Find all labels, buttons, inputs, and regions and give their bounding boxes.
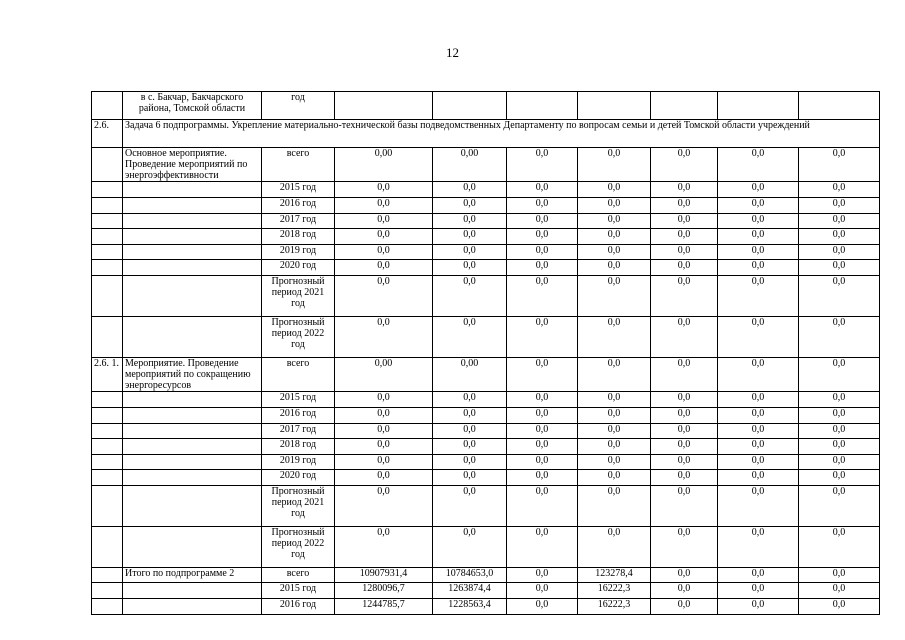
row-number-cell (92, 245, 123, 260)
value-cell: 0,0 (799, 527, 880, 568)
period-cell: 2016 год (262, 408, 335, 424)
value-cell: 0,0 (507, 439, 578, 455)
period-cell: всего (262, 568, 335, 583)
value-cell: 0,0 (718, 408, 799, 424)
value-cell: 0,00 (335, 358, 433, 392)
activity-name-cell (123, 455, 262, 470)
value-cell: 0,0 (651, 583, 718, 599)
row-number-cell (92, 148, 123, 182)
period-cell: Прогнозный период 2021 год (262, 486, 335, 527)
activity-name-cell (123, 583, 262, 599)
period-cell: Прогнозный период 2022 год (262, 527, 335, 568)
value-cell: 0,0 (718, 599, 799, 615)
value-cell: 0,0 (578, 276, 651, 317)
value-cell: 0,0 (433, 317, 507, 358)
period-cell: 2018 год (262, 229, 335, 245)
program-table (91, 91, 880, 615)
value-cell: 0,0 (578, 527, 651, 568)
value-cell: 0,0 (799, 599, 880, 615)
value-cell: 0,0 (578, 148, 651, 182)
value-cell: 0,0 (433, 198, 507, 214)
period-cell: Прогнозный период 2022 год (262, 317, 335, 358)
value-cell: 0,0 (799, 317, 880, 358)
value-cell: 0,0 (507, 358, 578, 392)
value-cell: 0,0 (718, 148, 799, 182)
value-cell: 0,0 (433, 245, 507, 260)
value-cell: 0,0 (507, 392, 578, 408)
value-cell: 1228563,4 (433, 599, 507, 615)
row-number-cell (92, 599, 123, 615)
row-number-cell (92, 408, 123, 424)
value-cell (433, 92, 507, 120)
period-cell: 2019 год (262, 455, 335, 470)
row-number-cell (92, 276, 123, 317)
value-cell: 0,0 (799, 408, 880, 424)
value-cell: 0,0 (433, 214, 507, 229)
value-cell: 0,0 (578, 182, 651, 198)
activity-name-cell (123, 182, 262, 198)
value-cell: 0,0 (799, 424, 880, 439)
row-number-cell (92, 198, 123, 214)
activity-name-cell: Мероприятие. Проведение мероприятий по сокращению энергоресурсов (123, 358, 262, 392)
value-cell: 0,0 (578, 317, 651, 358)
activity-name-cell (123, 424, 262, 439)
value-cell: 0,0 (578, 392, 651, 408)
activity-name-cell: Основное мероприятие. Проведение мероприятий по энергоэффективности (123, 148, 262, 182)
value-cell: 0,0 (718, 214, 799, 229)
value-cell: 0,0 (335, 439, 433, 455)
value-cell: 0,0 (718, 276, 799, 317)
table-row (92, 317, 880, 358)
value-cell: 0,0 (433, 439, 507, 455)
period-cell: Прогнозный период 2021 год (262, 276, 335, 317)
period-cell: 2015 год (262, 583, 335, 599)
activity-name-cell (123, 214, 262, 229)
value-cell (799, 92, 880, 120)
period-cell: 2017 год (262, 214, 335, 229)
value-cell: 0,0 (335, 470, 433, 486)
row-number-cell: 2.6. 1. (92, 358, 123, 392)
value-cell: 0,0 (433, 455, 507, 470)
row-number-cell (92, 392, 123, 408)
table-row (92, 148, 880, 182)
value-cell (578, 92, 651, 120)
value-cell (718, 92, 799, 120)
table-row (92, 424, 880, 439)
value-cell: 0,0 (651, 439, 718, 455)
period-cell: 2016 год (262, 599, 335, 615)
activity-name-cell (123, 470, 262, 486)
value-cell: 0,0 (799, 486, 880, 527)
value-cell: 0,0 (799, 229, 880, 245)
value-cell: 0,0 (433, 486, 507, 527)
value-cell: 0,00 (433, 148, 507, 182)
table-row (92, 455, 880, 470)
value-cell: 0,0 (507, 148, 578, 182)
period-cell: 2015 год (262, 182, 335, 198)
value-cell: 0,0 (718, 470, 799, 486)
row-number-cell (92, 182, 123, 198)
value-cell: 0,0 (507, 408, 578, 424)
value-cell: 10784653,0 (433, 568, 507, 583)
value-cell: 0,0 (799, 568, 880, 583)
value-cell: 1280096,7 (335, 583, 433, 599)
row-number-cell (92, 455, 123, 470)
value-cell: 0,0 (718, 583, 799, 599)
task-title: Задача 6 подпрограммы. Укрепление материально-технической базы подведомственных Департаменту по вопросам семьи и детей Томской области учреждений (123, 120, 880, 148)
value-cell: 0,0 (335, 408, 433, 424)
row-number-cell (92, 317, 123, 358)
row-number-cell (92, 583, 123, 599)
value-cell: 0,0 (651, 276, 718, 317)
activity-name-cell (123, 486, 262, 527)
value-cell: 0,0 (651, 358, 718, 392)
value-cell: 0,0 (433, 229, 507, 245)
value-cell: 0,0 (507, 486, 578, 527)
value-cell: 0,0 (651, 527, 718, 568)
value-cell: 0,0 (578, 358, 651, 392)
activity-name-cell: в с. Бакчар, Бакчарского района, Томской области (123, 92, 262, 120)
activity-name-cell (123, 229, 262, 245)
value-cell: 0,0 (578, 486, 651, 527)
value-cell: 16222,3 (578, 599, 651, 615)
value-cell: 0,0 (507, 182, 578, 198)
period-cell: всего (262, 358, 335, 392)
value-cell: 0,0 (507, 198, 578, 214)
value-cell: 0,0 (799, 358, 880, 392)
page-number: 12 (446, 45, 459, 60)
value-cell: 0,0 (433, 424, 507, 439)
value-cell: 0,0 (651, 599, 718, 615)
value-cell: 0,0 (335, 392, 433, 408)
value-cell: 0,0 (799, 182, 880, 198)
activity-name-cell (123, 276, 262, 317)
value-cell: 0,0 (651, 568, 718, 583)
activity-name-cell (123, 392, 262, 408)
value-cell: 0,0 (578, 245, 651, 260)
value-cell: 0,0 (651, 229, 718, 245)
value-cell: 0,0 (718, 229, 799, 245)
value-cell: 0,0 (578, 260, 651, 276)
activity-name-cell (123, 245, 262, 260)
value-cell: 0,0 (718, 317, 799, 358)
value-cell (507, 92, 578, 120)
table-row (92, 408, 880, 424)
value-cell: 0,0 (651, 392, 718, 408)
value-cell: 0,0 (651, 317, 718, 358)
table-row (92, 486, 880, 527)
value-cell: 0,0 (799, 470, 880, 486)
table-row (92, 599, 880, 615)
value-cell: 0,0 (507, 276, 578, 317)
activity-name-cell (123, 527, 262, 568)
value-cell: 0,0 (718, 260, 799, 276)
row-number-cell (92, 470, 123, 486)
value-cell (651, 92, 718, 120)
value-cell: 123278,4 (578, 568, 651, 583)
value-cell: 0,0 (578, 408, 651, 424)
value-cell: 0,0 (335, 527, 433, 568)
value-cell: 0,0 (799, 276, 880, 317)
value-cell: 0,0 (718, 424, 799, 439)
row-number-cell (92, 92, 123, 120)
value-cell: 0,0 (651, 148, 718, 182)
period-cell: 2020 год (262, 470, 335, 486)
value-cell: 0,0 (718, 392, 799, 408)
period-cell: 2015 год (262, 392, 335, 408)
table-row (92, 583, 880, 599)
value-cell: 0,0 (651, 455, 718, 470)
value-cell: 0,0 (651, 245, 718, 260)
value-cell: 0,00 (433, 358, 507, 392)
value-cell: 0,0 (799, 439, 880, 455)
period-cell: 2016 год (262, 198, 335, 214)
value-cell: 0,0 (578, 470, 651, 486)
value-cell: 0,0 (651, 214, 718, 229)
period-cell: год (262, 92, 335, 120)
table-row (92, 568, 880, 583)
value-cell: 0,0 (433, 392, 507, 408)
value-cell: 0,0 (335, 260, 433, 276)
value-cell: 0,0 (578, 214, 651, 229)
value-cell: 0,0 (799, 148, 880, 182)
value-cell: 16222,3 (578, 583, 651, 599)
value-cell: 0,0 (799, 583, 880, 599)
value-cell: 0,0 (718, 455, 799, 470)
row-number-cell (92, 568, 123, 583)
value-cell: 0,0 (433, 408, 507, 424)
value-cell: 0,0 (335, 214, 433, 229)
value-cell (335, 92, 433, 120)
row-number-cell (92, 424, 123, 439)
table-row (92, 214, 880, 229)
value-cell: 0,0 (335, 229, 433, 245)
value-cell: 0,0 (335, 198, 433, 214)
value-cell: 0,0 (651, 182, 718, 198)
value-cell: 0,0 (507, 229, 578, 245)
value-cell: 0,00 (335, 148, 433, 182)
value-cell: 0,0 (718, 439, 799, 455)
value-cell: 0,0 (507, 470, 578, 486)
value-cell: 0,0 (718, 568, 799, 583)
table-row (92, 358, 880, 392)
value-cell: 0,0 (433, 182, 507, 198)
table-row (92, 439, 880, 455)
value-cell: 0,0 (335, 486, 433, 527)
value-cell: 0,0 (718, 358, 799, 392)
value-cell: 0,0 (335, 317, 433, 358)
value-cell: 0,0 (433, 276, 507, 317)
activity-name-cell (123, 439, 262, 455)
activity-name-cell (123, 198, 262, 214)
table-row (92, 260, 880, 276)
activity-name-cell (123, 599, 262, 615)
period-cell: 2017 год (262, 424, 335, 439)
row-number-cell (92, 260, 123, 276)
value-cell: 0,0 (578, 198, 651, 214)
activity-name-cell (123, 317, 262, 358)
value-cell: 0,0 (718, 182, 799, 198)
value-cell: 0,0 (799, 198, 880, 214)
value-cell: 0,0 (578, 229, 651, 245)
table-row (92, 276, 880, 317)
table-row (92, 229, 880, 245)
value-cell: 0,0 (507, 583, 578, 599)
period-cell: 2019 год (262, 245, 335, 260)
value-cell: 0,0 (718, 198, 799, 214)
value-cell: 0,0 (507, 214, 578, 229)
value-cell: 0,0 (507, 455, 578, 470)
value-cell: 0,0 (651, 424, 718, 439)
value-cell: 0,0 (507, 260, 578, 276)
value-cell: 0,0 (651, 486, 718, 527)
value-cell: 0,0 (507, 317, 578, 358)
row-number-cell (92, 486, 123, 527)
value-cell: 0,0 (799, 245, 880, 260)
value-cell: 0,0 (335, 424, 433, 439)
value-cell: 0,0 (335, 182, 433, 198)
period-cell: 2018 год (262, 439, 335, 455)
value-cell: 1263874,4 (433, 583, 507, 599)
value-cell: 0,0 (507, 424, 578, 439)
value-cell: 0,0 (718, 245, 799, 260)
value-cell: 10907931,4 (335, 568, 433, 583)
table-row (92, 198, 880, 214)
table-row (92, 527, 880, 568)
table-row (92, 182, 880, 198)
activity-name-cell (123, 408, 262, 424)
task-row (92, 120, 880, 148)
value-cell: 0,0 (718, 486, 799, 527)
value-cell: 0,0 (433, 527, 507, 568)
value-cell: 0,0 (578, 439, 651, 455)
value-cell: 0,0 (799, 392, 880, 408)
period-cell: 2020 год (262, 260, 335, 276)
value-cell: 0,0 (651, 408, 718, 424)
row-number-cell (92, 527, 123, 568)
table-row (92, 470, 880, 486)
activity-name-cell: Итого по подпрограмме 2 (123, 568, 262, 583)
table-row (92, 245, 880, 260)
value-cell: 0,0 (507, 599, 578, 615)
value-cell: 0,0 (433, 470, 507, 486)
value-cell: 0,0 (799, 260, 880, 276)
value-cell: 0,0 (433, 260, 507, 276)
value-cell: 0,0 (507, 568, 578, 583)
value-cell: 0,0 (507, 245, 578, 260)
value-cell: 0,0 (578, 424, 651, 439)
row-number-cell (92, 214, 123, 229)
row-number-cell (92, 439, 123, 455)
task-number: 2.6. (92, 120, 123, 148)
value-cell: 0,0 (651, 470, 718, 486)
period-cell: всего (262, 148, 335, 182)
value-cell: 0,0 (799, 214, 880, 229)
value-cell: 1244785,7 (335, 599, 433, 615)
value-cell: 0,0 (651, 198, 718, 214)
value-cell: 0,0 (507, 527, 578, 568)
row-number-cell (92, 229, 123, 245)
value-cell: 0,0 (335, 276, 433, 317)
value-cell: 0,0 (799, 455, 880, 470)
value-cell: 0,0 (578, 455, 651, 470)
value-cell: 0,0 (335, 455, 433, 470)
value-cell: 0,0 (651, 260, 718, 276)
value-cell: 0,0 (335, 245, 433, 260)
table-row (92, 392, 880, 408)
table-row (92, 92, 880, 120)
value-cell: 0,0 (718, 527, 799, 568)
activity-name-cell (123, 260, 262, 276)
